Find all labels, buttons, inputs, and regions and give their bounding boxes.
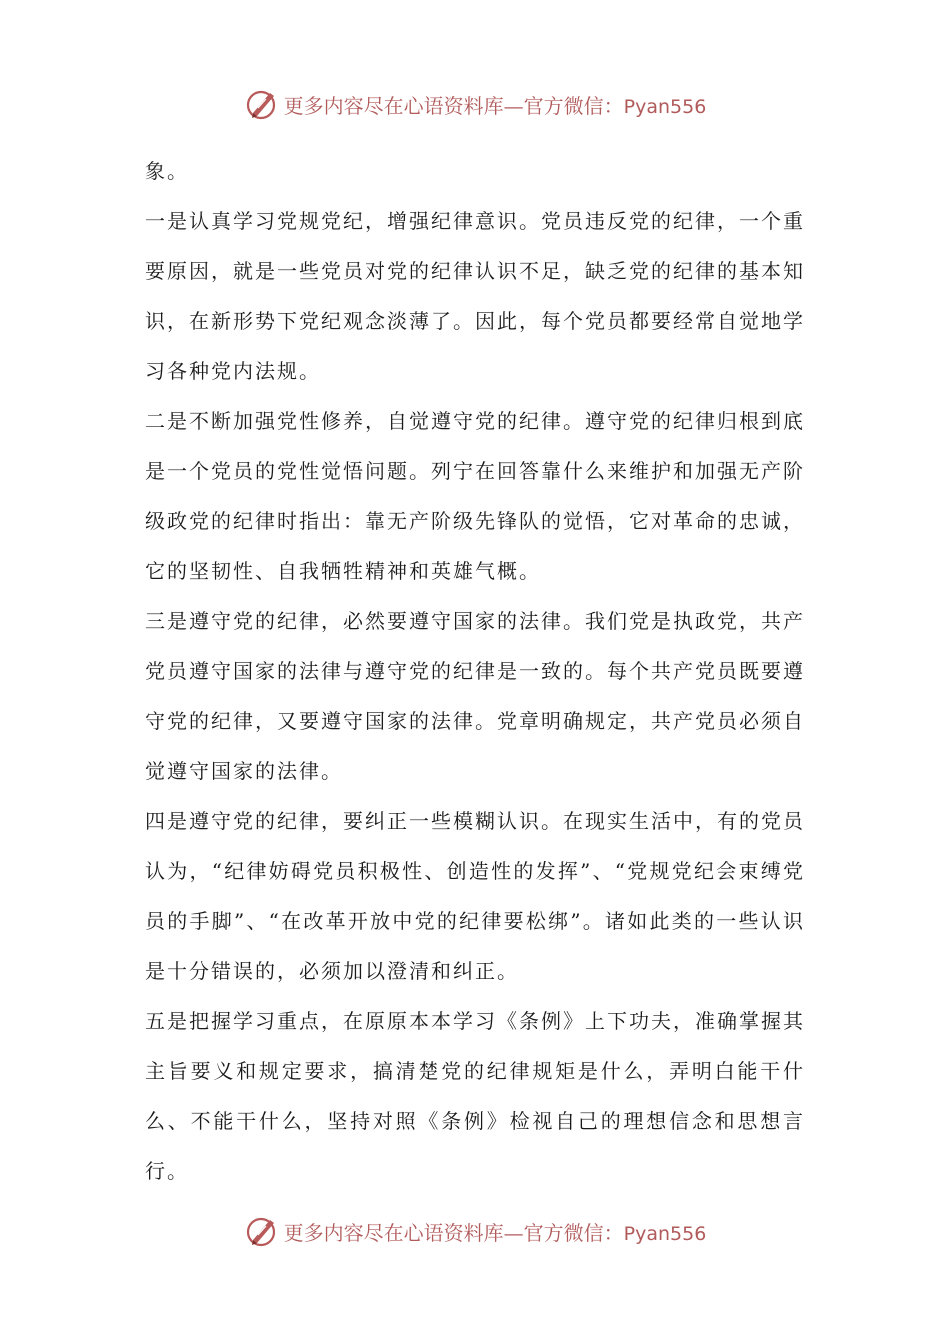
pen-logo-icon	[244, 86, 280, 122]
banner-text: 更多内容尽在心语资料库—官方微信：	[283, 93, 624, 118]
paragraph: 象。	[145, 159, 189, 183]
paragraph: 四是遵守党的纪律，要纠正一些模糊认识。在现实生活中，有的党员认为，“纪律妨碍党员积极性、创造性的发挥”、“党规党纪会束缚党员的手脚”、“在改革开放中党的纪律要松绑”。诸如此类的一些认识是十分错误的，必须加以澄清和纠正。	[145, 809, 805, 983]
paragraph: 五是把握学习重点，在原原本本学习《条例》上下功夫，准确掌握其主旨要义和规定要求，搞清楚党的纪律规矩是什么，弄明白能干什么、不能干什么，坚持对照《条例》检视自己的理想信念和思想言行。	[145, 1009, 805, 1183]
pen-logo-icon	[244, 1213, 280, 1249]
wechat-id: Pyan556	[623, 1222, 707, 1245]
banner-text: 更多内容尽在心语资料库—官方微信：	[283, 1220, 624, 1245]
paragraph: 一是认真学习党规党纪，增强纪律意识。党员违反党的纪律，一个重要原因，就是一些党员对党的纪律认识不足，缺乏党的纪律的基本知识，在新形势下党纪观念淡薄了。因此，每个党员都要经常自觉地学习各种党内法规。	[145, 209, 805, 383]
document-body	[145, 146, 805, 1196]
footer-banner	[0, 1209, 950, 1253]
wechat-id: Pyan556	[623, 95, 707, 118]
paragraph: 二是不断加强党性修养，自觉遵守党的纪律。遵守党的纪律归根到底是一个党员的党性觉悟问题。列宁在回答靠什么来维护和加强无产阶级政党的纪律时指出：靠无产阶级先锋队的觉悟，它对革命的忠诚，它的坚韧性、自我牺牲精神和英雄气概。	[145, 409, 805, 583]
paragraph: 三是遵守党的纪律，必然要遵守国家的法律。我们党是执政党，共产党员遵守国家的法律与遵守党的纪律是一致的。每个共产党员既要遵守党的纪律，又要遵守国家的法律。党章明确规定，共产党员必须自觉遵守国家的法律。	[145, 609, 805, 783]
header-banner	[0, 82, 950, 126]
